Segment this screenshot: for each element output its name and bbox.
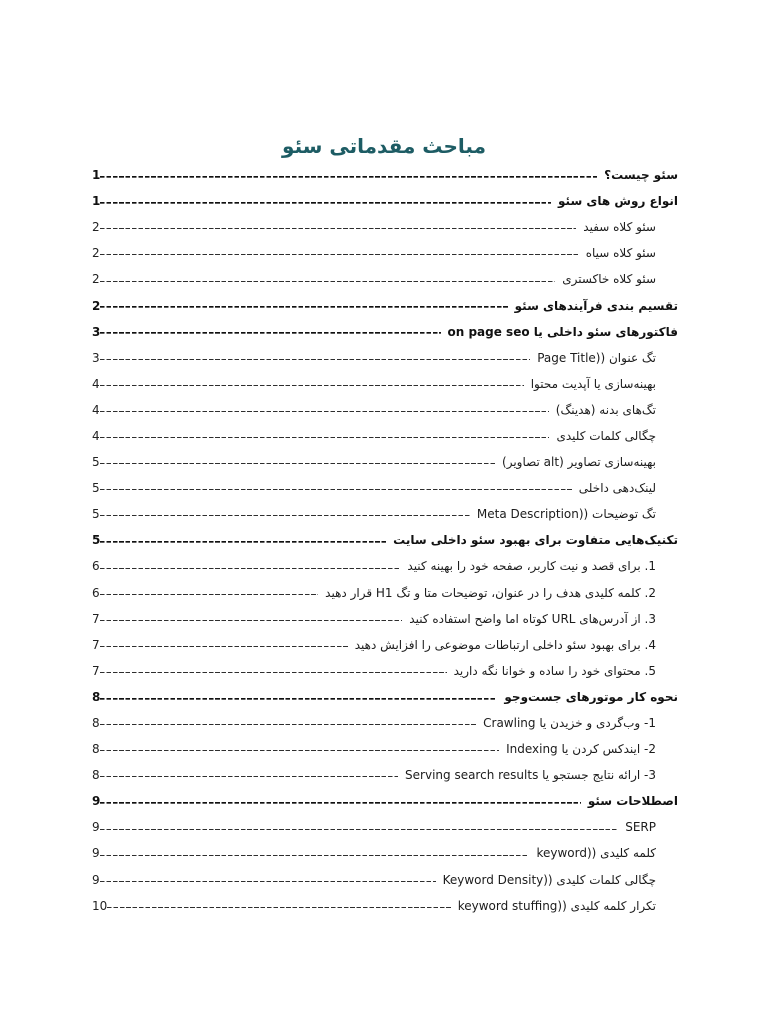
toc-page-number: 10	[92, 898, 108, 913]
toc-entry-label: سئو چیست؟	[604, 168, 678, 183]
toc-entry-label: نحوه کار موتورهای جست‌وجو	[504, 689, 678, 704]
toc-page-number: 2	[92, 272, 100, 287]
toc-entry-label: فاکتورهای سئو داخلی یا on page seo	[447, 324, 678, 339]
toc-entry[interactable]	[92, 606, 678, 632]
toc-leader-dashes	[100, 240, 579, 266]
toc-entry-label: انواع روش های سئو	[558, 194, 678, 209]
toc-entry[interactable]	[92, 762, 678, 788]
toc-page-number: 8	[92, 689, 101, 704]
toc-entry-label: 5. محتوای خود را ساده و خوانا نگه دارید	[453, 663, 656, 678]
toc-entry-label: تکنیک‌هایی متفاوت برای بهبود سئو داخلی سایت	[393, 533, 678, 548]
toc-leader-dashes	[100, 762, 398, 788]
toc-entry-label: تکرار کلمه کلیدی ((keyword stuffing	[457, 898, 656, 913]
toc-entry-label: سئو کلاه سیاه	[585, 246, 656, 261]
toc-entry[interactable]	[92, 553, 678, 579]
toc-entry[interactable]	[92, 162, 678, 188]
toc-page-number: 7	[92, 663, 100, 678]
toc-entry-label: سئو کلاه سفید	[583, 220, 656, 235]
toc-entry-label: تقسیم بندی فرآیندهای سئو	[514, 298, 678, 313]
toc-entry[interactable]	[92, 527, 678, 553]
toc-page-number: 8	[92, 768, 100, 783]
toc-page-number: 9	[92, 872, 100, 887]
page-title: مباحث مقدماتی سئو	[282, 134, 486, 159]
toc-leader-dashes	[100, 788, 581, 814]
toc-page-number: 4	[92, 428, 100, 443]
toc-leader-dashes	[100, 188, 551, 214]
toc-page-number: 3	[92, 350, 100, 365]
toc-leader-dashes	[100, 580, 319, 606]
toc-entry[interactable]	[92, 319, 678, 345]
toc-entry-label: بهینه‌سازی یا آپدیت محتوا	[530, 376, 656, 391]
toc-entry[interactable]	[92, 449, 678, 475]
toc-entry[interactable]	[92, 658, 678, 684]
toc-entry-label: 4. برای بهبود سئو داخلی ارتباطات موضوعی را افزایش دهید	[354, 637, 656, 652]
toc-entry-label: لینک‌دهی داخلی	[578, 481, 656, 496]
toc-page-number: 2	[92, 220, 100, 235]
toc-leader-dashes	[100, 475, 572, 501]
toc-entry[interactable]	[92, 240, 678, 266]
toc-entry-label: 3- ارائه نتایج جستجو یا Serving search results	[405, 768, 656, 783]
toc-page-number: 7	[92, 637, 100, 652]
toc-page-number: 6	[92, 585, 100, 600]
toc-leader-dashes	[100, 867, 436, 893]
toc-entry[interactable]	[92, 710, 678, 736]
toc-page-number: 2	[92, 246, 100, 261]
toc-leader-dashes	[100, 710, 476, 736]
toc-leader-dashes	[100, 345, 531, 371]
toc-entry-label: تگ توضیحات ((Meta Description	[476, 507, 656, 522]
toc-page-number: 5	[92, 533, 101, 548]
toc-page-number: 9	[92, 794, 101, 809]
toc-leader-dashes	[100, 423, 550, 449]
toc-entry-label: تگ عنوان ((Page Title	[537, 350, 656, 365]
toc-leader-dashes	[100, 632, 348, 658]
toc-entry-label: چگالی کلمات کلیدی ((Keyword Density	[442, 872, 656, 887]
toc-page-number: 8	[92, 716, 100, 731]
toc-leader-dashes	[107, 893, 450, 919]
toc-page-number: 5	[92, 481, 100, 496]
table-of-contents	[92, 162, 678, 919]
toc-page-number: 1	[92, 168, 101, 183]
toc-entry-label: 1- وب‌گردی و خزیدن یا Crawling	[483, 716, 656, 731]
toc-page-number: 1	[92, 194, 101, 209]
toc-leader-dashes	[100, 840, 530, 866]
toc-entry-label: چگالی کلمات کلیدی	[556, 428, 656, 443]
toc-entry-label: 2- ایندکس کردن یا Indexing	[506, 742, 656, 757]
toc-page-number: 7	[92, 611, 100, 626]
toc-page-number: 6	[92, 559, 100, 574]
toc-leader-dashes	[100, 658, 447, 684]
toc-entry[interactable]	[92, 788, 678, 814]
toc-leader-dashes	[100, 606, 403, 632]
toc-page-number: 2	[92, 298, 101, 313]
toc-entry[interactable]	[92, 580, 678, 606]
toc-entry-label: 1. برای قصد و نیت کاربر، صفحه خود را بهینه کنید	[407, 559, 656, 574]
toc-entry[interactable]	[92, 345, 678, 371]
toc-entry-label: 2. کلمه کلیدی هدف را در عنوان، توضیحات متا و تگ H1 قرار دهید	[325, 585, 656, 600]
toc-leader-dashes	[100, 684, 497, 710]
toc-entry[interactable]	[92, 736, 678, 762]
toc-entry[interactable]	[92, 893, 678, 919]
toc-entry-label: سئو کلاه خاکستری	[562, 272, 656, 287]
toc-entry[interactable]	[92, 684, 678, 710]
toc-leader-dashes	[100, 293, 507, 319]
toc-entry[interactable]	[92, 840, 678, 866]
toc-entry[interactable]	[92, 266, 678, 292]
toc-leader-dashes	[100, 814, 619, 840]
toc-entry-label: اصطلاحات سئو	[587, 794, 678, 809]
toc-page-number: 8	[92, 742, 100, 757]
toc-leader-dashes	[100, 449, 495, 475]
toc-leader-dashes	[100, 319, 440, 345]
toc-entry[interactable]	[92, 501, 678, 527]
toc-entry[interactable]	[92, 214, 678, 240]
toc-entry-label: تگ‌های بدنه (هدینگ)	[555, 402, 656, 417]
toc-entry[interactable]	[92, 814, 678, 840]
toc-leader-dashes	[100, 527, 386, 553]
toc-leader-dashes	[100, 214, 577, 240]
toc-entry[interactable]	[92, 188, 678, 214]
toc-entry[interactable]	[92, 292, 678, 318]
toc-entry[interactable]	[92, 867, 678, 893]
toc-leader-dashes	[100, 266, 556, 292]
toc-entry-label: 3. از آدرس‌های URL کوتاه اما واضح استفاده کنید	[409, 611, 656, 626]
toc-page-number: 9	[92, 846, 100, 861]
toc-entry[interactable]	[92, 423, 678, 449]
toc-entry[interactable]	[92, 475, 678, 501]
toc-leader-dashes	[100, 397, 549, 423]
toc-leader-dashes	[100, 371, 524, 397]
toc-page-number: 4	[92, 402, 100, 417]
toc-entry[interactable]	[92, 371, 678, 397]
toc-entry[interactable]	[92, 397, 678, 423]
toc-entry-label: کلمه کلیدی ((keyword	[536, 846, 656, 861]
toc-leader-dashes	[100, 553, 401, 579]
toc-leader-dashes	[100, 736, 499, 762]
toc-page-number: 3	[92, 324, 101, 339]
toc-entry-label: بهینه‌سازی تصاویر (alt تصاویر)	[502, 455, 656, 470]
toc-page-number: 4	[92, 376, 100, 391]
toc-leader-dashes	[100, 162, 597, 188]
toc-page-number: 9	[92, 820, 100, 835]
toc-leader-dashes	[100, 501, 470, 527]
toc-page-number: 5	[92, 507, 100, 522]
toc-entry-label: SERP	[625, 820, 656, 835]
toc-page-number: 5	[92, 455, 100, 470]
toc-entry[interactable]	[92, 632, 678, 658]
